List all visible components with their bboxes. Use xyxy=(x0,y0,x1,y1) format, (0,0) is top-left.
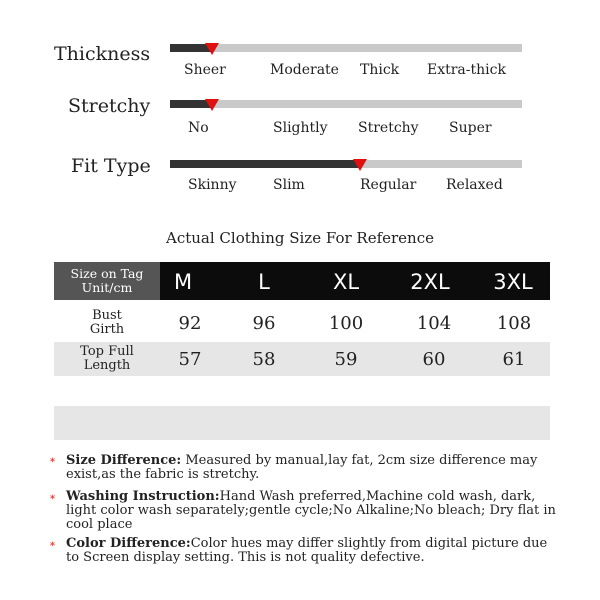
row-label-line: Girth xyxy=(89,322,125,337)
option-label: Stretchy xyxy=(358,120,419,136)
row-label-line: Bust xyxy=(92,308,122,323)
thickness-marker xyxy=(205,43,219,55)
option-label: Slightly xyxy=(273,120,328,136)
table-cell: 59 xyxy=(334,349,358,370)
table-cell: 58 xyxy=(252,349,276,370)
header-label-line: Size on Tag xyxy=(70,266,144,281)
row-label xyxy=(54,342,160,376)
table-cell: 104 xyxy=(416,313,452,334)
size-header: L xyxy=(258,270,270,294)
attribute-label: Fit Type xyxy=(71,155,151,177)
attribute-label: Stretchy xyxy=(68,95,151,117)
option-label: Super xyxy=(449,120,492,136)
header-label-line: Unit/cm xyxy=(81,280,133,295)
note-text: Measured by manual,lay fat, 2cm size difference may exist,as the fabric is stretchy. xyxy=(66,453,538,482)
option-label: Regular xyxy=(360,177,417,193)
note-size-difference xyxy=(66,454,556,482)
note-text: Hand Wash preferred,Machine cold wash, dark, light color wash separately;gentle cycle;No Alkaline;No bleach; Dry flat in cool place xyxy=(66,489,556,532)
size-header: 3XL xyxy=(493,270,533,294)
table-row xyxy=(54,306,550,340)
table-cell: 61 xyxy=(502,349,526,370)
note-title: Size Difference: xyxy=(66,453,182,468)
table-cell: 100 xyxy=(328,313,364,334)
fit-type-fill xyxy=(170,160,360,168)
option-label: Moderate xyxy=(270,62,339,78)
note-washing-instruction xyxy=(66,490,556,532)
table-cell: 92 xyxy=(178,313,202,334)
option-label: Slim xyxy=(273,177,305,193)
size-header: M xyxy=(173,270,193,294)
note-text: Color hues may differ slightly from digital picture due to Screen display setting. This is not quality defective. xyxy=(66,536,548,565)
fit-type-track xyxy=(170,160,522,168)
table-cell: 57 xyxy=(178,349,202,370)
note-title: Color Difference: xyxy=(66,536,191,551)
option-label: Skinny xyxy=(188,177,237,193)
option-label: Thick xyxy=(360,62,400,78)
table-cell: 60 xyxy=(422,349,446,370)
thickness-track xyxy=(170,44,522,52)
row-label-line: Top Full xyxy=(80,344,134,359)
header-label xyxy=(54,262,160,300)
table-cell: 96 xyxy=(252,313,276,334)
fit-type-marker xyxy=(353,159,367,171)
option-label: No xyxy=(188,120,209,136)
option-label: Relaxed xyxy=(446,177,503,193)
size-header: XL xyxy=(332,270,360,294)
row-label-line: Length xyxy=(83,358,131,373)
bullet-marker: * xyxy=(50,541,55,552)
bullet-marker: * xyxy=(50,457,55,468)
table-header-row xyxy=(54,262,550,300)
row-label xyxy=(54,306,160,340)
table-cell: 108 xyxy=(496,313,532,334)
table-caption: Actual Clothing Size For Reference xyxy=(165,229,434,247)
stretchy-track xyxy=(170,100,522,108)
size-header: 2XL xyxy=(410,270,450,294)
blank-row xyxy=(54,406,550,440)
option-label: Sheer xyxy=(184,62,226,78)
note-title: Washing Instruction: xyxy=(66,489,220,504)
option-label: Extra-thick xyxy=(427,62,506,78)
stretchy-marker xyxy=(205,99,219,111)
bullet-marker: * xyxy=(50,494,55,505)
table-row xyxy=(54,342,550,376)
attribute-label: Thickness xyxy=(54,43,151,65)
note-color-difference xyxy=(66,537,556,565)
